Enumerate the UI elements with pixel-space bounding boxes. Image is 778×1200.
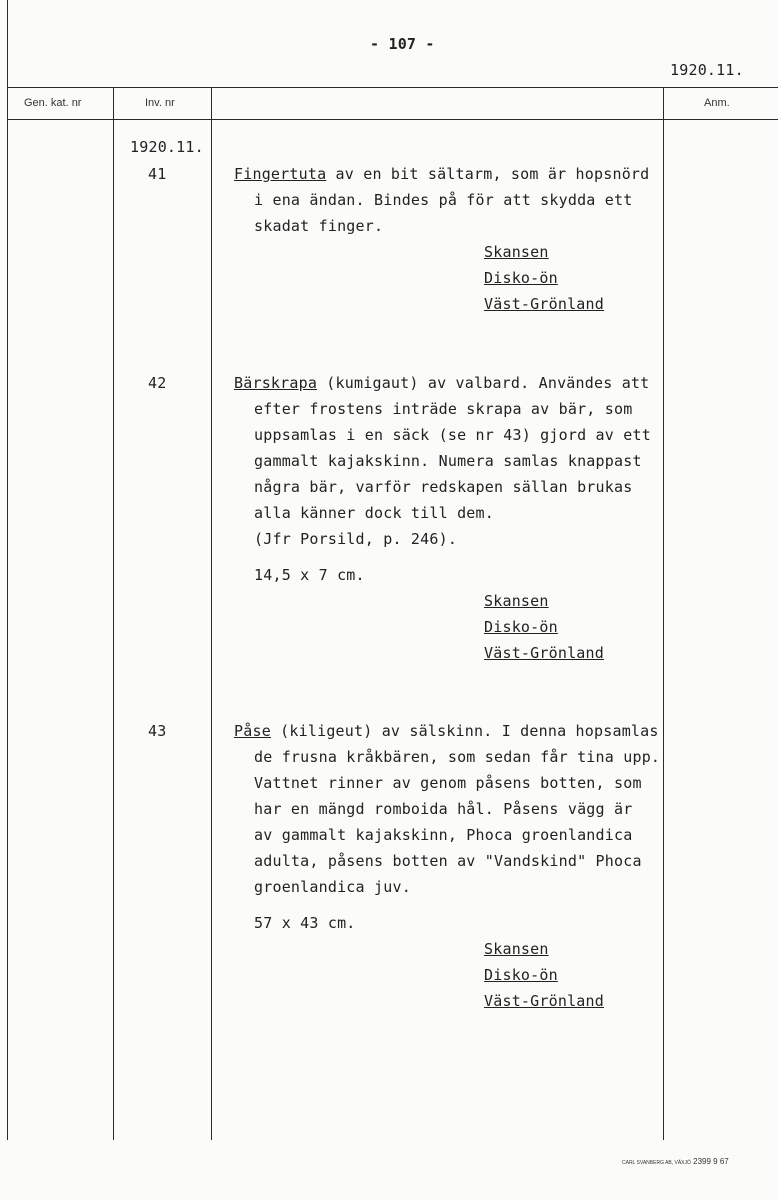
description-line: (Jfr Porsild, p. 246). <box>254 530 458 548</box>
origin-museum: Skansen <box>484 243 549 261</box>
col-divider-3 <box>663 87 664 1140</box>
description-line: adulta, påsens botten av "Vandskind" Phoca <box>254 852 642 870</box>
description-text: (kumigaut) av valbard. Användes att <box>317 374 650 392</box>
origin-locality: Disko-ön <box>484 269 558 287</box>
column-header-anm: Anm. <box>704 97 730 109</box>
description-line: efter frostens inträde skrapa av bär, som <box>254 400 633 418</box>
description-line: i ena ändan. Bindes på för att skydda ett <box>254 191 633 209</box>
description-line <box>234 374 649 392</box>
description-line: Vattnet rinner av genom påsens botten, som <box>254 774 642 792</box>
inventory-number: 41 <box>148 165 167 183</box>
printer-name: CARL SVANBERG AB, VÄXJÖ <box>622 1160 691 1166</box>
description-line: skadat finger. <box>254 217 384 235</box>
page-number: - 107 - <box>370 35 435 53</box>
inventory-number: 42 <box>148 374 167 392</box>
description-line: groenlandica juv. <box>254 878 411 896</box>
inventory-number: 43 <box>148 722 167 740</box>
description-line <box>234 165 649 183</box>
header-year: 1920.11. <box>670 61 744 79</box>
origin-museum: Skansen <box>484 592 549 610</box>
description-text: (kiligeut) av sälskinn. I denna hopsamlas <box>270 722 659 740</box>
origin-region: Väst-Grönland <box>484 644 604 662</box>
description-line: alla känner dock till dem. <box>254 504 494 522</box>
description-line: gammalt kajakskinn. Numera samlas knappast <box>254 452 642 470</box>
col-divider-2 <box>211 87 212 1140</box>
form-code: 2399 9 67 <box>693 1157 729 1166</box>
origin-locality: Disko-ön <box>484 966 558 984</box>
description-line: de frusna kråkbären, som sedan får tina upp. <box>254 748 661 766</box>
group-year-label: 1920.11. <box>130 138 204 156</box>
object-term: Påse <box>234 722 271 740</box>
left-border <box>7 0 8 1140</box>
origin-museum: Skansen <box>484 940 549 958</box>
description-line: några bär, varför redskapen sällan brukas <box>254 478 633 496</box>
description-line: av gammalt kajakskinn, Phoca groenlandica <box>254 826 633 844</box>
column-header-gen-kat-nr: Gen. kat. nr <box>24 97 82 109</box>
description-line: uppsamlas i en säck (se nr 43) gjord av ett <box>254 426 651 444</box>
origin-locality: Disko-ön <box>484 618 558 636</box>
col-divider-1 <box>113 87 114 1140</box>
description-line <box>234 722 659 740</box>
origin-region: Väst-Grönland <box>484 992 604 1010</box>
description-text: av en bit sältarm, som är hopsnörd <box>326 165 650 183</box>
column-header-inv-nr: Inv. nr <box>145 97 175 109</box>
printer-imprint <box>622 1157 729 1166</box>
dimensions: 57 x 43 cm. <box>254 914 356 932</box>
dimensions: 14,5 x 7 cm. <box>254 566 365 584</box>
description-line: har en mängd romboida hål. Påsens vägg är <box>254 800 633 818</box>
origin-region: Väst-Grönland <box>484 295 604 313</box>
object-term: Fingertuta <box>234 165 327 183</box>
object-term: Bärskrapa <box>234 374 318 392</box>
